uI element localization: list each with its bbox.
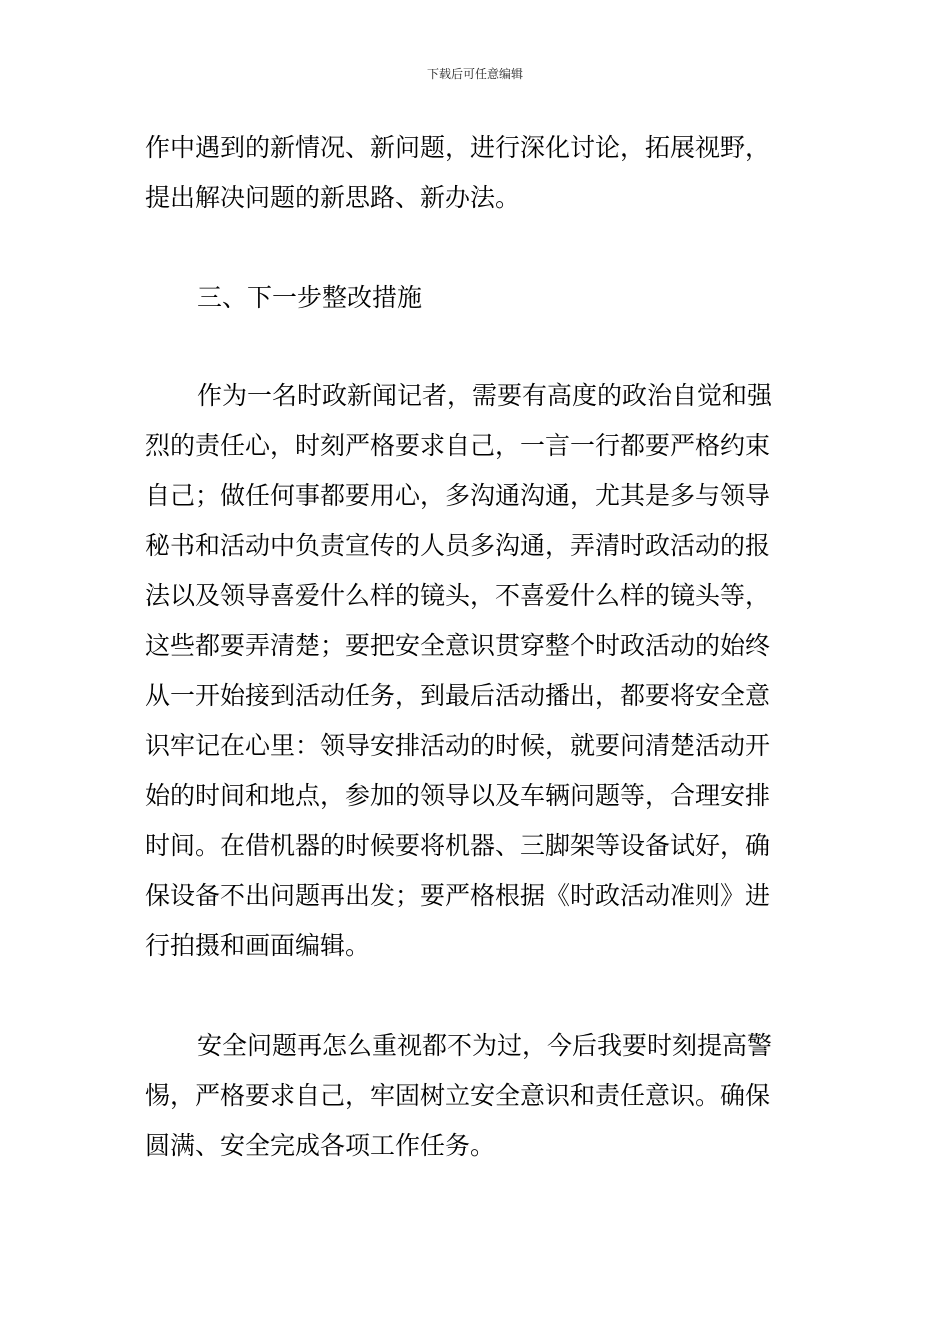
- text-line: 秘书和活动中负责宣传的人员多沟通，弄清时政活动的报: [145, 531, 771, 560]
- text-line: 自己；做任何事都要用心，多沟通沟通，尤其是多与领导: [145, 481, 771, 510]
- text-line: 法以及领导喜爱什么样的镜头，不喜爱什么样的镜头等，: [145, 581, 771, 610]
- text-line: 烈的责任心，时刻严格要求自己，一言一行都要严格约束: [145, 431, 771, 460]
- paragraph-measures: [145, 371, 815, 971]
- text-line: 这些都要弄清楚；要把安全意识贯穿整个时政活动的始终: [145, 631, 771, 660]
- text-line: 作中遇到的新情况、新问题，进行深化讨论，拓展视野，: [145, 133, 771, 162]
- text-line: 圆满、安全完成各项工作任务。: [145, 1131, 496, 1160]
- paragraph-continuation: [145, 123, 815, 223]
- text-line: 惕，严格要求自己，牢固树立安全意识和责任意识。确保: [145, 1081, 771, 1110]
- text-line: 从一开始接到活动任务，到最后活动播出，都要将安全意: [145, 681, 771, 710]
- section-heading: [145, 273, 815, 323]
- heading-text: 三、下一步整改措施: [197, 283, 423, 312]
- text-line: 保设备不出问题再出发；要严格根据《时政活动准则》进: [145, 881, 771, 910]
- text-line: 识牢记在心里：领导安排活动的时候，就要问清楚活动开: [145, 731, 771, 760]
- text-line: 作为一名时政新闻记者，需要有高度的政治自觉和强: [197, 381, 773, 410]
- text-line: 时间。在借机器的时候要将机器、三脚架等设备试好，确: [145, 831, 771, 860]
- text-line: 行拍摄和画面编辑。: [145, 931, 371, 960]
- paragraph-conclusion: [145, 1021, 815, 1171]
- text-line: 提出解决问题的新思路、新办法。: [145, 183, 521, 212]
- page-header: 下载后可任意编辑: [426, 67, 523, 81]
- text-line: 始的时间和地点，参加的领导以及车辆问题等，合理安排: [145, 781, 771, 810]
- text-line: 安全问题再怎么重视都不为过，今后我要时刻提高警: [197, 1031, 773, 1060]
